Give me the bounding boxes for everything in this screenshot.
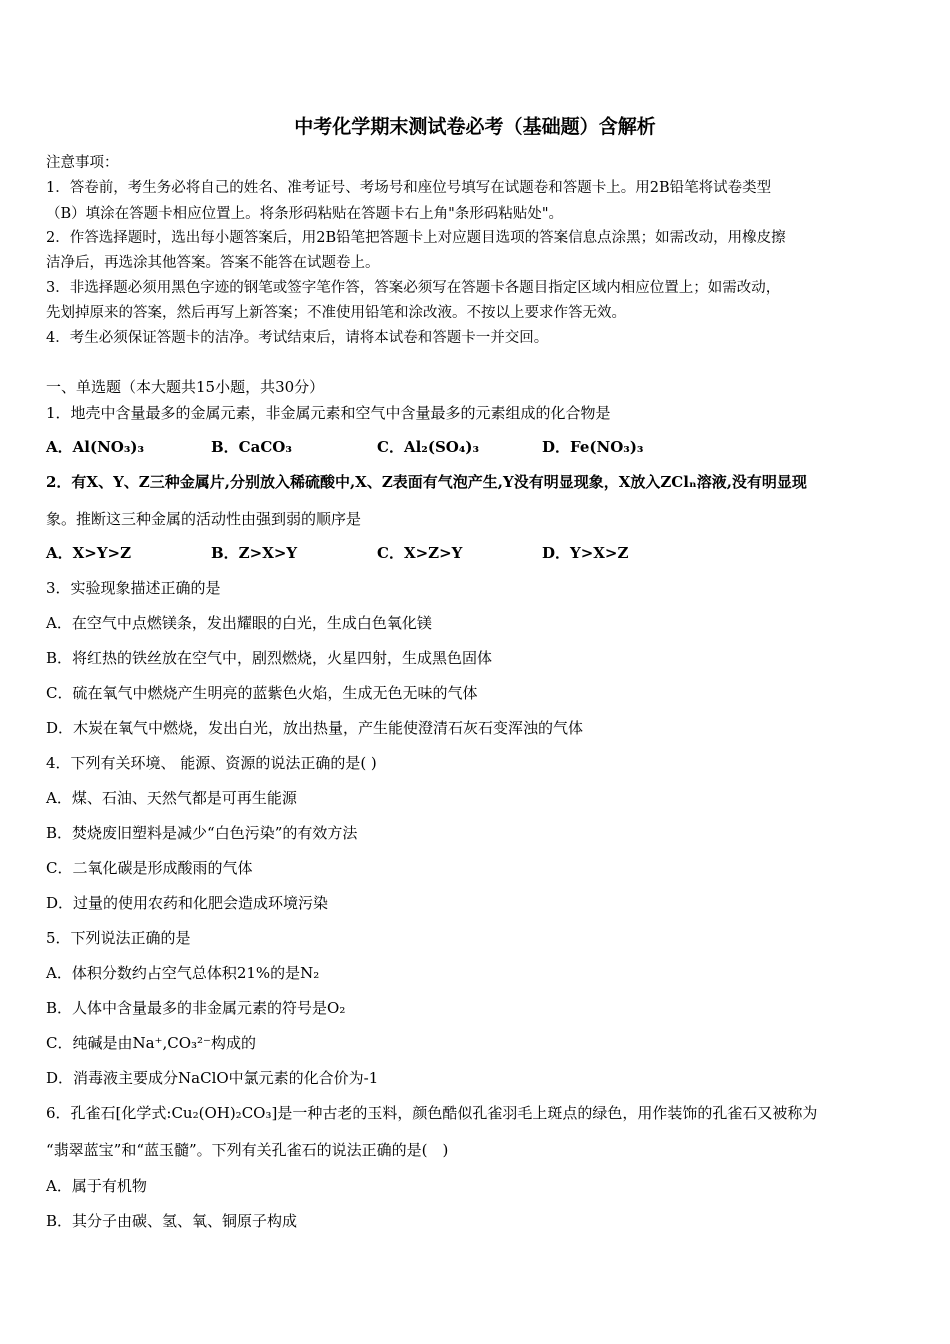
question-stem: 1．地壳中含量最多的金属元素，非金属元素和空气中含量最多的元素组成的化合物是: [46, 404, 611, 422]
option-d: D．Fe(NO₃)₃: [542, 438, 644, 456]
notes-line: 3．非选择题必须用黑色字迹的钢笔或签字笔作答，答案必须写在答题卡各题目指定区域内相应位置上；如需改动，: [46, 280, 781, 296]
option-a: A．Al(NO₃)₃: [46, 438, 145, 456]
option-c: C．纯碱是由Na⁺,CO₃²⁻构成的: [46, 1034, 256, 1052]
notes-line: 2．作答选择题时，选出每小题答案后，用2B铅笔把答题卡上对应题目选项的答案信息点涂黑；如需改动，用橡皮擦: [46, 230, 786, 246]
question-stem: 5．下列说法正确的是: [46, 929, 191, 947]
option-d: D．Y>X>Z: [542, 544, 629, 562]
option-b: B．人体中含量最多的非金属元素的符号是O₂: [46, 999, 346, 1017]
option-b: B．CaCO₃: [211, 438, 292, 456]
option-c: C．硫在氧气中燃烧产生明亮的蓝紫色火焰，生成无色无味的气体: [46, 684, 478, 702]
notes-line: 1．答卷前，考生务必将自己的姓名、准考证号、考场号和座位号填写在试题卷和答题卡上。用2B铅笔将试卷类型: [46, 180, 772, 196]
question-stem: 4．下列有关环境、 能源、资源的说法正确的是( ): [46, 754, 377, 772]
notes-line: 先划掉原来的答案，然后再写上新答案；不准使用铅笔和涂改液。不按以上要求作答无效。: [46, 305, 626, 321]
option-b: B．Z>X>Y: [211, 544, 298, 562]
option-a: A．煤、石油、天然气都是可再生能源: [46, 789, 297, 807]
option-a: A．体积分数约占空气总体积21%的是N₂: [46, 964, 320, 982]
section-heading: 一、单选题（本大题共15小题，共30分）: [46, 378, 325, 396]
option-d: D．过量的使用农药和化肥会造成环境污染: [46, 894, 329, 912]
notes-line: 4．考生必须保证答题卡的洁净。考试结束后，请将本试卷和答题卡一并交回。: [46, 330, 549, 346]
question-stem: 6．孔雀石[化学式:Cu₂(OH)₂CO₃]是一种古老的玉料，颜色酷似孔雀羽毛上斑点的绿色，用作装饰的孔雀石又被称为: [46, 1104, 818, 1122]
option-b: B．将红热的铁丝放在空气中，剧烈燃烧，火星四射，生成黑色固体: [46, 649, 493, 667]
question-stem-cont: “翡翠蓝宝”和“蓝玉髓”。下列有关孔雀石的说法正确的是( ): [46, 1141, 449, 1159]
question-stem-cont: 象。推断这三种金属的活动性由强到弱的顺序是: [46, 510, 362, 528]
notes-line: （B）填涂在答题卡相应位置上。将条形码粘贴在答题卡右上角"条形码粘贴处"。: [46, 206, 563, 222]
page-title: 中考化学期末测试卷必考（基础题）含解析: [294, 116, 656, 138]
option-a: A．X>Y>Z: [46, 544, 132, 562]
notes-line: 洁净后，再选涂其他答案。答案不能答在试题卷上。: [46, 255, 380, 271]
question-stem: 3．实验现象描述正确的是: [46, 579, 221, 597]
option-c: C．X>Z>Y: [377, 544, 463, 562]
notes-heading: 注意事项：: [46, 155, 119, 171]
option-b: B．焚烧废旧塑料是减少“白色污染”的有效方法: [46, 824, 358, 842]
option-c: C．二氧化碳是形成酸雨的气体: [46, 859, 253, 877]
option-a: A．在空气中点燃镁条，发出耀眼的白光，生成白色氧化镁: [46, 614, 432, 632]
option-b: B．其分子由碳、氢、氧、铜原子构成: [46, 1212, 298, 1230]
option-d: D．消毒液主要成分NaClO中氯元素的化合价为-1: [46, 1069, 379, 1087]
question-stem: 2．有X、Y、Z三种金属片,分别放入稀硫酸中,X、Z表面有气泡产生,Y没有明显现象，X放入ZClₙ溶液,没有明显现: [46, 473, 807, 491]
option-a: A．属于有机物: [46, 1177, 147, 1195]
option-c: C．Al₂(SO₄)₃: [377, 438, 480, 456]
option-d: D．木炭在氧气中燃烧，发出白光，放出热量，产生能使澄清石灰石变浑浊的气体: [46, 719, 584, 737]
